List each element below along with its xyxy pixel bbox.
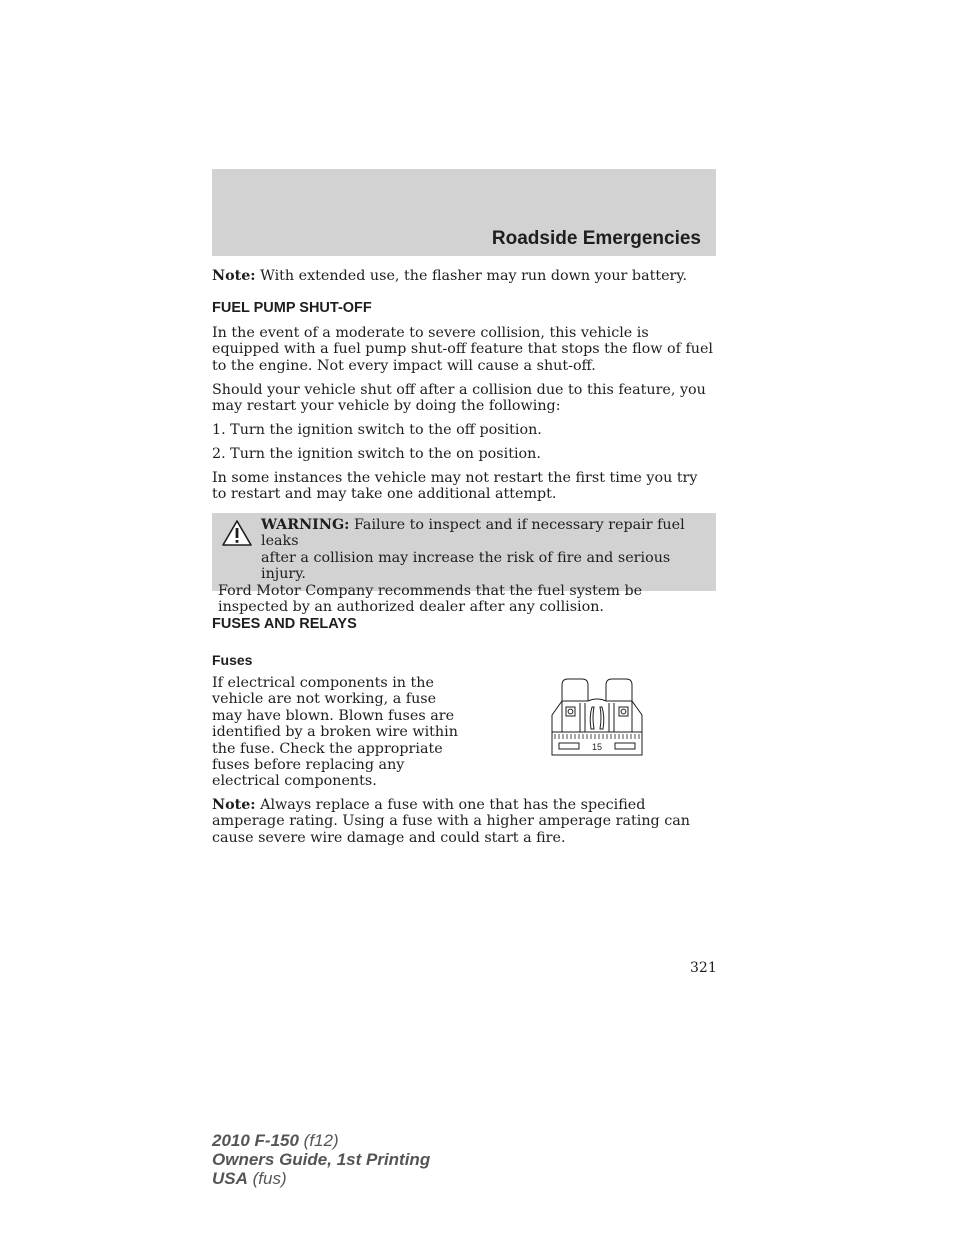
fuses-paragraph-text: If electrical components in the vehicle are not working, a fuse may have blown. Blown fuses are identified by a broken wire within the fuse. Check the appropriate fuses before replacing any electrical components. bbox=[212, 675, 458, 790]
note-text: With extended use, the flasher may run down your battery. bbox=[255, 268, 688, 284]
battery-note bbox=[212, 268, 716, 284]
footer-market: USA bbox=[212, 1169, 248, 1188]
warning-line-2: after a collision may increase the risk of fire and serious injury. bbox=[261, 549, 671, 583]
restart-step-1-text: 1. Turn the ignition switch to the off position. bbox=[212, 422, 542, 438]
fuel-pump-para-1-text: In the event of a moderate to severe collision, this vehicle is equipped with a fuel pump shut-off feature that stops the flow of fuel to the engine. Not every impact will cause a shut-off. bbox=[212, 325, 713, 374]
section-title: Roadside Emergencies bbox=[491, 228, 701, 249]
fuel-pump-para-3 bbox=[212, 470, 716, 503]
restart-step-1 bbox=[212, 422, 716, 438]
footer-market-code: (fus) bbox=[247, 1169, 287, 1188]
warning-rest: Ford Motor Company recommends that the fuel system be inspected by an authorized dealer after any collision. bbox=[218, 582, 643, 616]
warning-label: WARNING: bbox=[261, 517, 350, 533]
fuel-pump-para-1 bbox=[212, 325, 716, 374]
fuses-paragraph bbox=[212, 675, 464, 790]
footer-model: 2010 F-150 bbox=[212, 1131, 299, 1150]
fuel-pump-para-2 bbox=[212, 382, 716, 415]
fuses-subheading: Fuses bbox=[212, 652, 253, 668]
warning-box bbox=[212, 513, 716, 616]
note-2-label: Note: bbox=[212, 797, 256, 813]
footer-model-code: (f12) bbox=[298, 1131, 339, 1150]
warning-text bbox=[218, 517, 704, 615]
footer-edition: Owners Guide, 1st Printing bbox=[212, 1150, 431, 1169]
amperage-note bbox=[212, 797, 716, 846]
note-label: Note: bbox=[212, 268, 256, 284]
fuse-diagram bbox=[549, 677, 645, 759]
note-2-text: Always replace a fuse with one that has the specified amperage rating. Using a fuse with a higher amperage rating can cause severe wire damage and could start a fire. bbox=[212, 797, 690, 846]
fuel-pump-heading: FUEL PUMP SHUT-OFF bbox=[212, 300, 372, 316]
fuses-relays-heading: FUSES AND RELAYS bbox=[212, 616, 357, 632]
fuel-pump-para-3-text: In some instances the vehicle may not restart the first time you try to restart and may take one additional attempt. bbox=[212, 470, 698, 503]
restart-step-2 bbox=[212, 446, 716, 462]
fuse-amperage-label: 15 bbox=[591, 742, 603, 752]
restart-step-2-text: 2. Turn the ignition switch to the on position. bbox=[212, 446, 541, 462]
page-number: 321 bbox=[690, 960, 717, 976]
section-header-band bbox=[212, 169, 716, 256]
warning-line-1: Failure to inspect and if necessary repair fuel leaks bbox=[261, 517, 685, 550]
fuel-pump-para-2-text: Should your vehicle shut off after a collision due to this feature, you may restart your vehicle by doing the following: bbox=[212, 382, 706, 415]
footer bbox=[212, 1131, 430, 1188]
